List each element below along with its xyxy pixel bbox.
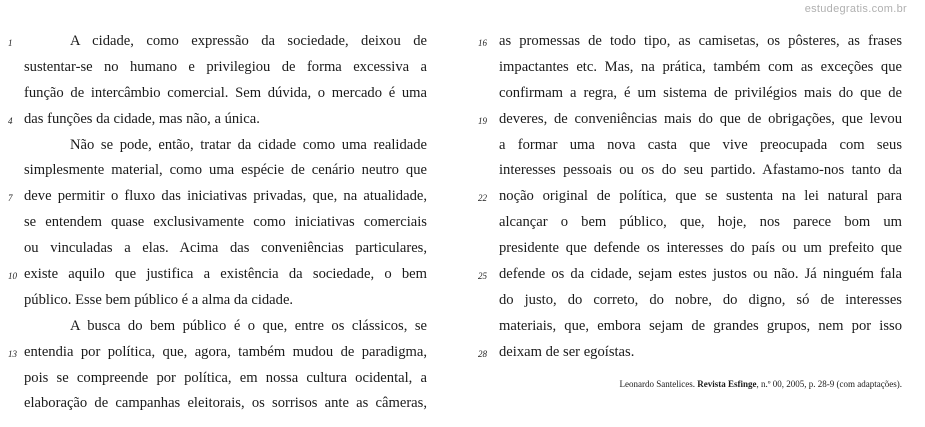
text-line [470,30,905,56]
text-line [0,108,430,134]
line-text: alcançar o bem público, que, hoje, nos parece bom um [499,214,902,231]
source-citation [596,379,902,389]
line-text: sustentar-se no humano e privilegiou de forma excessiva a [24,58,427,75]
line-text: pois se compreende por política, em nossa cultura ocidental, a [24,369,427,386]
line-text: impactantes etc. Mas, na prática, também com as exceções que [499,58,902,75]
line-text: A busca do bem público é o que, entre os clássicos, se [70,317,427,334]
line-text: ou vinculadas a elas. Acima das conveniências particulares, [24,240,427,257]
text-line [0,82,430,108]
line-text: as promessas de todo tipo, as camisetas, os pôsteres, as frases [499,33,902,49]
source-author: Leonardo Santelices. [619,379,695,389]
text-line [0,263,430,289]
line-text: entendia por política, que, agora, também mudou de paradigma, [24,343,427,360]
source-details: , n.º 00, 2005, p. 28-9 (com adaptações). [756,379,902,389]
text-line [470,263,905,289]
text-line [470,134,905,160]
text-line [470,82,905,108]
line-number: 25 [478,271,487,282]
text-column-left [0,30,430,418]
line-text: deixam de ser egoístas. [499,343,635,360]
line-text: se entendem quase exclusivamente como iniciativas comerciais [24,214,427,231]
line-number: 10 [8,271,17,282]
line-text: Não se pode, então, tratar da cidade como uma realidade [70,136,427,153]
line-text: A cidade, como expressão da sociedade, deixou de [70,33,427,49]
text-line [470,211,905,237]
line-number: 22 [478,193,487,204]
line-number: 28 [478,348,487,359]
line-number: 1 [8,38,13,48]
line-text: das funções da cidade, mas não, a única. [24,110,260,127]
line-number: 7 [8,193,13,204]
text-line [0,30,430,56]
line-text: função de intercâmbio comercial. Sem dúvida, o mercado é uma [24,84,427,101]
text-line [470,56,905,82]
line-text: interesses pessoais ou os do seu partido. Afastamo-nos tanto da [499,162,902,179]
text-line [0,237,430,263]
text-line [470,341,905,367]
text-line [0,315,430,341]
line-text: do justo, do correto, do nobre, do digno, só de interesses [499,291,902,308]
line-number: 16 [478,38,487,48]
text-line [0,134,430,160]
line-text: deveres, de conveniências mais do que de obrigações, que levou [499,110,902,127]
line-text: materiais, que, embora sejam de grandes grupos, nem por isso [499,317,902,334]
text-line [470,315,905,341]
line-text: público. Esse bem público é a alma da cidade. [24,291,294,308]
line-number: 19 [478,115,487,126]
text-line [0,159,430,185]
text-line [470,185,905,211]
text-line [0,367,430,393]
line-text: confirmam a regra, é um sistema de privilégios mais do que de [499,84,902,101]
watermark: estudegratis.com.br [804,3,907,15]
line-text: elaboração de campanhas eleitorais, os sorrisos ante as câmeras, [24,395,427,412]
line-number: 13 [8,348,17,359]
text-line [470,289,905,315]
source-publication: Revista Esfinge [697,379,757,389]
line-text: deve permitir o fluxo das iniciativas privadas, que, na atualidade, [24,188,427,205]
line-text: noção original de política, que se sustenta na lei natural para [499,188,902,205]
text-line [470,159,905,185]
line-text: a formar uma nova casta que vive preocupada com seus [499,136,902,153]
text-line [0,211,430,237]
line-text: existe aquilo que justifica a existência da sociedade, o bem [24,266,427,283]
text-line [470,108,905,134]
line-number: 4 [8,115,13,126]
line-text: defende os da cidade, sejam estes justos ou não. Já ninguém fala [499,266,902,283]
text-line [0,392,430,418]
line-text: simplesmente material, como uma espécie de cenário neutro que [24,162,427,179]
text-line [0,341,430,367]
text-line [0,289,430,315]
text-line [0,185,430,211]
line-text: presidente que defende os interesses do país ou um prefeito que [499,240,902,257]
text-column-right [470,30,905,367]
text-line [0,56,430,82]
text-line [470,237,905,263]
